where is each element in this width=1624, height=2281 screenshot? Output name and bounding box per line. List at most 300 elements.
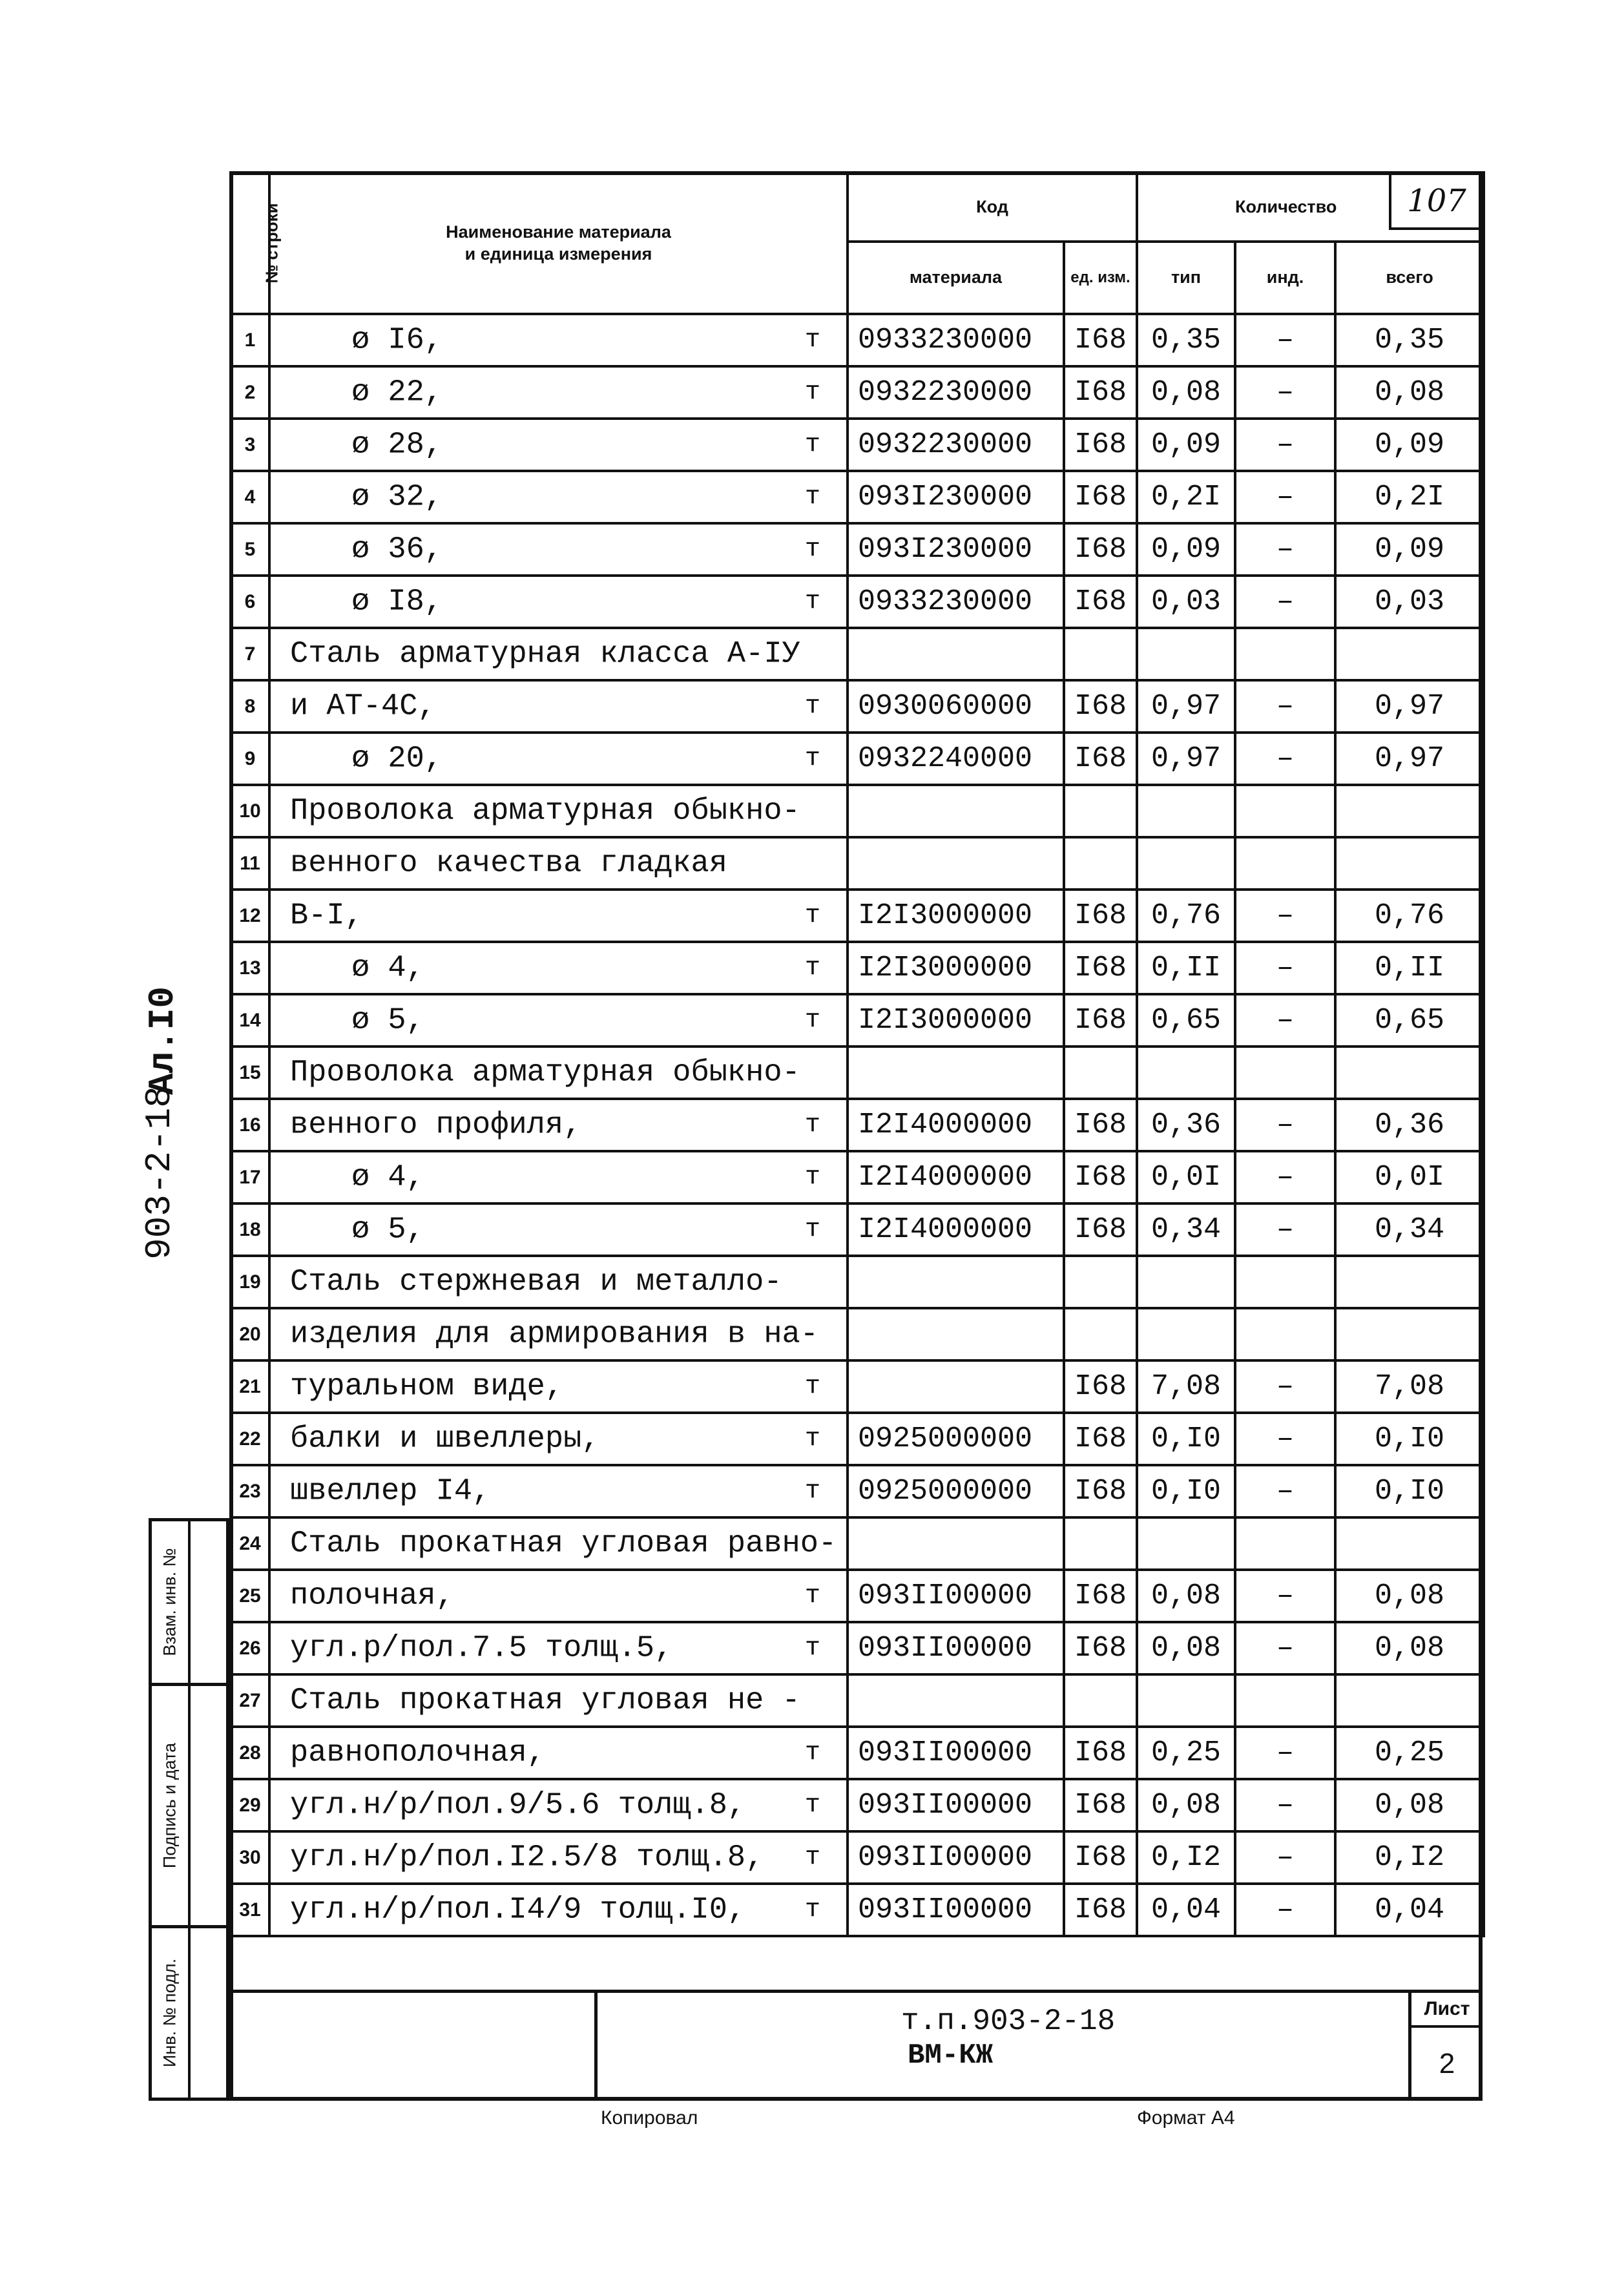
qty-total: 0,25 <box>1335 1727 1484 1779</box>
material-name: Сталь арматурная класса А-IУ <box>290 637 800 671</box>
row-number: 5 <box>231 523 269 576</box>
material-name: Проволока арматурная обыкно- <box>290 1056 800 1090</box>
qty-total: 0,09 <box>1335 419 1484 471</box>
row-number: 29 <box>231 1779 269 1831</box>
footer-copied: Копировал <box>601 2107 698 2129</box>
qty-typ: 7,08 <box>1137 1360 1235 1413</box>
unit-code: I68 <box>1064 733 1137 785</box>
material-name: изделия для армирования в на- <box>290 1317 818 1351</box>
doc-number: т.п.903-2-18 <box>901 2005 1116 2038</box>
unit-code: I68 <box>1064 1360 1137 1413</box>
header-code: Код <box>848 172 1137 242</box>
material-unit: т <box>804 1791 820 1820</box>
qty-typ: 0,25 <box>1137 1727 1235 1779</box>
material-name: ø 20, <box>351 742 443 776</box>
material-unit: т <box>804 1843 820 1872</box>
material-unit: т <box>804 378 820 407</box>
qty-typ: 0,I0 <box>1137 1413 1235 1465</box>
unit-code: I68 <box>1064 314 1137 366</box>
material-name: равнополочная, <box>290 1736 545 1770</box>
material-name-cell <box>269 785 848 837</box>
row-number: 12 <box>231 890 269 942</box>
material-name: ø I6, <box>351 323 443 357</box>
header-name <box>269 172 848 314</box>
material-name-cell <box>269 1465 848 1517</box>
row-number: 14 <box>231 994 269 1047</box>
material-name: Сталь прокатная угловая не - <box>290 1683 800 1718</box>
material-code: 093II00000 <box>848 1884 1064 1936</box>
qty-typ: 0,I0 <box>1137 1465 1235 1517</box>
table-row <box>231 1517 1484 1570</box>
qty-total: 0,2I <box>1335 471 1484 523</box>
material-code: 093II00000 <box>848 1570 1064 1622</box>
material-unit: т <box>804 1215 820 1244</box>
material-code <box>848 628 1064 680</box>
row-number: 6 <box>231 576 269 628</box>
material-name: угл.р/пол.7.5 толщ.5, <box>290 1631 673 1665</box>
row-number: 7 <box>231 628 269 680</box>
material-unit: т <box>804 1163 820 1192</box>
page-number: 107 <box>1389 174 1482 230</box>
qty-total: 0,03 <box>1335 576 1484 628</box>
table-row <box>231 680 1484 733</box>
material-unit: т <box>804 1424 820 1453</box>
unit-code: I68 <box>1064 471 1137 523</box>
qty-typ: 0,34 <box>1137 1203 1235 1256</box>
material-name-cell <box>269 1570 848 1622</box>
row-number: 30 <box>231 1831 269 1884</box>
unit-code: I68 <box>1064 1203 1137 1256</box>
table-row <box>231 1308 1484 1360</box>
material-code: 093I230000 <box>848 523 1064 576</box>
unit-code <box>1064 785 1137 837</box>
material-name: венного качества гладкая <box>290 846 727 880</box>
qty-ind: – <box>1235 942 1335 994</box>
sheet-label: Лист <box>1411 1993 1483 2028</box>
material-name-cell <box>269 366 848 419</box>
qty-ind <box>1235 1256 1335 1308</box>
material-unit: т <box>804 1895 820 1924</box>
qty-ind: – <box>1235 523 1335 576</box>
material-code: 0932230000 <box>848 419 1064 471</box>
qty-ind: – <box>1235 1622 1335 1674</box>
side-vzam-cell <box>152 1521 191 1683</box>
material-name-cell <box>269 1151 848 1203</box>
table-row <box>231 942 1484 994</box>
header-row-no-label: № строки <box>262 203 282 284</box>
material-code: 093I230000 <box>848 471 1064 523</box>
qty-total: 0,I0 <box>1335 1413 1484 1465</box>
unit-code: I68 <box>1064 1622 1137 1674</box>
material-code: I2I4000000 <box>848 1151 1064 1203</box>
qty-typ: 0,35 <box>1137 314 1235 366</box>
qty-ind: – <box>1235 1203 1335 1256</box>
qty-ind: – <box>1235 1570 1335 1622</box>
qty-total <box>1335 837 1484 890</box>
material-name-cell <box>269 942 848 994</box>
side-project-code: 903-2-18 <box>139 1086 180 1260</box>
material-name-cell <box>269 1517 848 1570</box>
row-number: 15 <box>231 1047 269 1099</box>
title-block-left <box>229 1990 598 2101</box>
row-number: 17 <box>231 1151 269 1203</box>
qty-total: 0,II <box>1335 942 1484 994</box>
qty-ind: – <box>1235 733 1335 785</box>
qty-typ: 0,09 <box>1137 523 1235 576</box>
qty-typ <box>1137 837 1235 890</box>
qty-total: 0,09 <box>1335 523 1484 576</box>
doc-mark: ВМ-КЖ <box>908 2039 994 2072</box>
material-code <box>848 1047 1064 1099</box>
qty-total: 0,36 <box>1335 1099 1484 1151</box>
qty-ind: – <box>1235 366 1335 419</box>
side-podpis-cell <box>152 1686 191 1925</box>
unit-code <box>1064 628 1137 680</box>
qty-total: 0,I2 <box>1335 1831 1484 1884</box>
qty-typ: 0,0I <box>1137 1151 1235 1203</box>
material-name: ø 4, <box>351 1160 424 1194</box>
table-row <box>231 419 1484 471</box>
unit-code: I68 <box>1064 1831 1137 1884</box>
qty-ind: – <box>1235 1727 1335 1779</box>
qty-total <box>1335 1674 1484 1727</box>
qty-ind: – <box>1235 1884 1335 1936</box>
qty-total: 0,08 <box>1335 1570 1484 1622</box>
qty-typ: 0,08 <box>1137 1779 1235 1831</box>
header-ind: инд. <box>1235 242 1335 314</box>
material-code <box>848 1256 1064 1308</box>
row-number: 13 <box>231 942 269 994</box>
material-unit: т <box>804 483 820 512</box>
row-number: 19 <box>231 1256 269 1308</box>
material-name: балки и швеллеры, <box>290 1422 600 1456</box>
qty-total: 0,35 <box>1335 314 1484 366</box>
qty-total: 0,97 <box>1335 733 1484 785</box>
material-code: 0930060000 <box>848 680 1064 733</box>
table-row <box>231 1151 1484 1203</box>
qty-total <box>1335 628 1484 680</box>
material-code: 093II00000 <box>848 1831 1064 1884</box>
material-code: I2I3000000 <box>848 890 1064 942</box>
qty-typ: 0,08 <box>1137 1622 1235 1674</box>
row-number: 1 <box>231 314 269 366</box>
header-total: всего <box>1335 242 1484 314</box>
table-row <box>231 1779 1484 1831</box>
qty-ind <box>1235 837 1335 890</box>
unit-code: I68 <box>1064 680 1137 733</box>
header-typ: тип <box>1137 242 1235 314</box>
side-inv-box <box>149 1925 229 2101</box>
material-code <box>848 1360 1064 1413</box>
material-name: и АТ-4С, <box>290 689 436 724</box>
row-number: 4 <box>231 471 269 523</box>
qty-total <box>1335 1256 1484 1308</box>
qty-ind: – <box>1235 471 1335 523</box>
side-inv-cell <box>152 1928 191 2098</box>
unit-code: I68 <box>1064 1884 1137 1936</box>
qty-typ <box>1137 628 1235 680</box>
material-name-cell <box>269 314 848 366</box>
table-row <box>231 1047 1484 1099</box>
unit-code: I68 <box>1064 890 1137 942</box>
sheet-number: 2 <box>1439 2048 1455 2079</box>
material-name: В-I, <box>290 899 363 933</box>
unit-code <box>1064 837 1137 890</box>
table-row <box>231 837 1484 890</box>
unit-code <box>1064 1308 1137 1360</box>
qty-total <box>1335 1047 1484 1099</box>
side-vzam-label: Взам. инв. № <box>160 1548 180 1656</box>
unit-code: I68 <box>1064 576 1137 628</box>
qty-total: 0,34 <box>1335 1203 1484 1256</box>
title-block-sheet <box>1411 1990 1483 2101</box>
material-name-cell <box>269 890 848 942</box>
material-unit: т <box>804 953 820 983</box>
row-number: 2 <box>231 366 269 419</box>
material-unit: т <box>804 430 820 459</box>
material-name: Сталь стержневая и металло- <box>290 1265 782 1299</box>
side-vzam-box <box>149 1518 229 1686</box>
row-number: 21 <box>231 1360 269 1413</box>
material-name-cell <box>269 1779 848 1831</box>
qty-ind: – <box>1235 1413 1335 1465</box>
qty-ind: – <box>1235 680 1335 733</box>
material-name: Проволока арматурная обыкно- <box>290 794 800 828</box>
qty-typ <box>1137 1517 1235 1570</box>
table-row <box>231 1256 1484 1308</box>
side-podpis-box <box>149 1683 229 1928</box>
qty-typ <box>1137 1674 1235 1727</box>
footer-format: Формат А4 <box>1137 2107 1235 2129</box>
table-row <box>231 1360 1484 1413</box>
material-unit: т <box>804 326 820 355</box>
material-name: Сталь прокатная угловая равно- <box>290 1526 837 1561</box>
side-inv-label: Инв. № подл. <box>160 1958 180 2068</box>
qty-total: 0,04 <box>1335 1884 1484 1936</box>
row-number: 26 <box>231 1622 269 1674</box>
material-name: угл.н/р/пол.I4/9 толщ.I0, <box>290 1893 746 1927</box>
spec-body <box>231 314 1484 1936</box>
material-name-cell <box>269 1203 848 1256</box>
material-name-cell <box>269 680 848 733</box>
qty-typ: 0,08 <box>1137 1570 1235 1622</box>
qty-ind <box>1235 1047 1335 1099</box>
material-unit: т <box>804 1110 820 1140</box>
material-name: ø 4, <box>351 951 424 985</box>
side-album: Ал.I0 <box>142 986 183 1095</box>
qty-ind: – <box>1235 576 1335 628</box>
qty-total <box>1335 1517 1484 1570</box>
table-row <box>231 1674 1484 1727</box>
material-code: 0933230000 <box>848 314 1064 366</box>
material-name-cell <box>269 1413 848 1465</box>
table-row <box>231 1465 1484 1517</box>
unit-code: I68 <box>1064 366 1137 419</box>
table-row <box>231 1622 1484 1674</box>
qty-total <box>1335 1308 1484 1360</box>
qty-typ: 0,97 <box>1137 733 1235 785</box>
row-number: 25 <box>231 1570 269 1622</box>
material-unit: т <box>804 1372 820 1401</box>
table-row <box>231 1884 1484 1936</box>
qty-ind: – <box>1235 1779 1335 1831</box>
table-row <box>231 994 1484 1047</box>
qty-typ: 0,2I <box>1137 471 1235 523</box>
material-name-cell <box>269 419 848 471</box>
material-code: I2I3000000 <box>848 942 1064 994</box>
row-number: 11 <box>231 837 269 890</box>
qty-total: 0,08 <box>1335 366 1484 419</box>
table-row <box>231 1413 1484 1465</box>
table-row <box>231 1570 1484 1622</box>
material-code: 0932240000 <box>848 733 1064 785</box>
material-name: ø 22, <box>351 375 443 410</box>
material-code: 093II00000 <box>848 1779 1064 1831</box>
material-unit: т <box>804 535 820 564</box>
qty-total <box>1335 785 1484 837</box>
material-name-cell <box>269 1674 848 1727</box>
qty-total: 0,0I <box>1335 1151 1484 1203</box>
row-number: 27 <box>231 1674 269 1727</box>
row-number: 23 <box>231 1465 269 1517</box>
header-row-no <box>231 172 282 314</box>
table-row <box>231 890 1484 942</box>
qty-total: 7,08 <box>1335 1360 1484 1413</box>
material-name-cell <box>269 994 848 1047</box>
table-row <box>231 366 1484 419</box>
qty-typ <box>1137 1256 1235 1308</box>
material-name-cell <box>269 1360 848 1413</box>
qty-total: 0,08 <box>1335 1779 1484 1831</box>
material-name-cell <box>269 1622 848 1674</box>
unit-code: I68 <box>1064 1151 1137 1203</box>
qty-typ: 0,97 <box>1137 680 1235 733</box>
row-number: 31 <box>231 1884 269 1936</box>
row-number: 9 <box>231 733 269 785</box>
row-number: 22 <box>231 1413 269 1465</box>
material-name: ø 5, <box>351 1003 424 1037</box>
qty-typ: 0,65 <box>1137 994 1235 1047</box>
material-code: 0925000000 <box>848 1413 1064 1465</box>
unit-code: I68 <box>1064 1099 1137 1151</box>
unit-code <box>1064 1517 1137 1570</box>
material-unit: т <box>804 1581 820 1610</box>
material-code <box>848 837 1064 890</box>
table-row <box>231 1203 1484 1256</box>
material-code <box>848 785 1064 837</box>
qty-ind <box>1235 628 1335 680</box>
material-name: ø 32, <box>351 480 443 514</box>
unit-code: I68 <box>1064 1465 1137 1517</box>
unit-code: I68 <box>1064 994 1137 1047</box>
row-number: 20 <box>231 1308 269 1360</box>
material-unit: т <box>804 1738 820 1767</box>
material-name-cell <box>269 1256 848 1308</box>
qty-total: 0,65 <box>1335 994 1484 1047</box>
material-unit: т <box>804 901 820 930</box>
material-code: I2I4000000 <box>848 1099 1064 1151</box>
row-number: 18 <box>231 1203 269 1256</box>
title-block-doc <box>598 1990 1411 2101</box>
qty-ind: – <box>1235 890 1335 942</box>
row-number: 10 <box>231 785 269 837</box>
qty-typ: 0,II <box>1137 942 1235 994</box>
qty-ind <box>1235 1517 1335 1570</box>
header-qty-label: Количество <box>1235 196 1337 216</box>
material-unit: т <box>804 744 820 773</box>
material-spec-table <box>229 171 1485 1937</box>
material-name-cell <box>269 523 848 576</box>
qty-ind: – <box>1235 1831 1335 1884</box>
qty-typ: 0,09 <box>1137 419 1235 471</box>
unit-code: I68 <box>1064 523 1137 576</box>
title-block <box>229 1990 1483 2101</box>
qty-typ <box>1137 1047 1235 1099</box>
material-name: угл.н/р/пол.I2.5/8 толщ.8, <box>290 1840 764 1875</box>
qty-typ: 0,I2 <box>1137 1831 1235 1884</box>
table-row <box>231 1831 1484 1884</box>
material-code: 0925000000 <box>848 1465 1064 1517</box>
qty-ind: – <box>1235 1465 1335 1517</box>
material-code: 0932230000 <box>848 366 1064 419</box>
material-name-cell <box>269 1308 848 1360</box>
qty-ind <box>1235 1308 1335 1360</box>
table-row <box>231 1099 1484 1151</box>
material-unit: т <box>804 587 820 616</box>
table-row <box>231 1727 1484 1779</box>
unit-code: I68 <box>1064 1727 1137 1779</box>
header-name-label: Наименование материала и единица измерения <box>446 222 671 264</box>
table-row <box>231 628 1484 680</box>
qty-typ: 0,03 <box>1137 576 1235 628</box>
qty-ind: – <box>1235 419 1335 471</box>
qty-typ <box>1137 1308 1235 1360</box>
material-code: 0933230000 <box>848 576 1064 628</box>
material-name-cell <box>269 1047 848 1099</box>
material-code: I2I3000000 <box>848 994 1064 1047</box>
table-row <box>231 471 1484 523</box>
row-number: 8 <box>231 680 269 733</box>
qty-total: 0,97 <box>1335 680 1484 733</box>
material-name: ø 36, <box>351 532 443 567</box>
material-name: угл.н/р/пол.9/5.6 толщ.8, <box>290 1788 746 1822</box>
row-number: 28 <box>231 1727 269 1779</box>
row-number: 16 <box>231 1099 269 1151</box>
table-row <box>231 733 1484 785</box>
material-name: ø 5, <box>351 1213 424 1247</box>
qty-ind: – <box>1235 1151 1335 1203</box>
material-unit: т <box>804 1477 820 1506</box>
table-row <box>231 576 1484 628</box>
header-unit: ед. изм. <box>1064 242 1137 314</box>
material-unit: т <box>804 1006 820 1035</box>
material-name-cell <box>269 1099 848 1151</box>
unit-code: I68 <box>1064 1413 1137 1465</box>
qty-ind <box>1235 785 1335 837</box>
material-name-cell <box>269 1727 848 1779</box>
material-name-cell <box>269 1884 848 1936</box>
qty-ind: – <box>1235 994 1335 1047</box>
material-unit: т <box>804 692 820 721</box>
material-name-cell <box>269 1831 848 1884</box>
row-number: 24 <box>231 1517 269 1570</box>
qty-typ: 0,08 <box>1137 366 1235 419</box>
material-code: 093II00000 <box>848 1622 1064 1674</box>
unit-code: I68 <box>1064 1779 1137 1831</box>
qty-typ: 0,04 <box>1137 1884 1235 1936</box>
material-name-cell <box>269 628 848 680</box>
qty-ind: – <box>1235 1099 1335 1151</box>
